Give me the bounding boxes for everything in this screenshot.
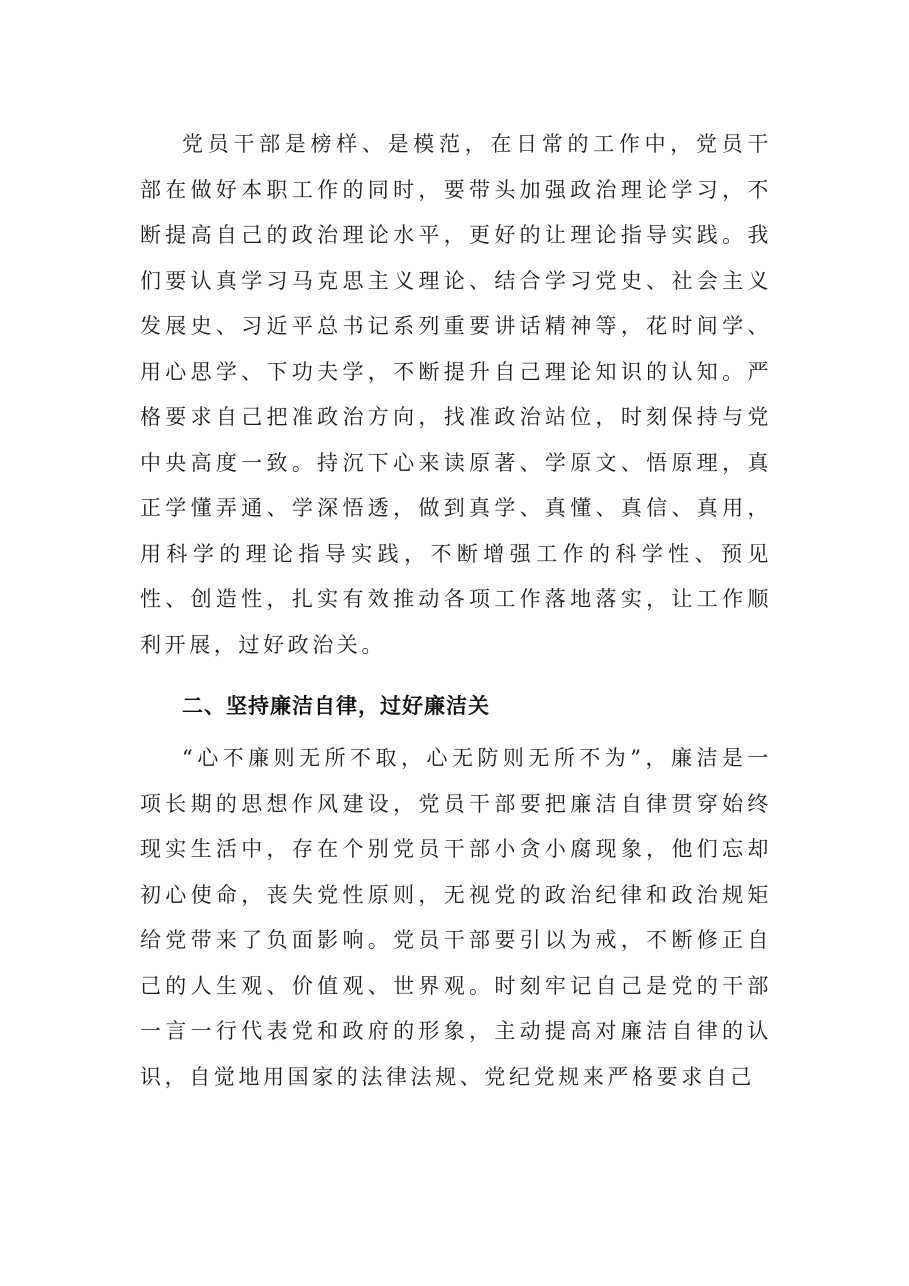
document-body <box>140 122 772 1100</box>
paragraph-integrity: “心不廉则无所不取，心无防则无所不为”，廉洁是一项长期的思想作风建设，党员干部要把廉洁自律贯穿始终现实生活中，存在个别党员干部小贪小腐现象，他们忘却初心使命，丧失党性原则，无视党的政治纪律和政治规矩给党带来了负面影响。党员干部要引以为戒，不断修正自己的人生观、价值观、世界观。时刻牢记自己是党的干部一言一行代表党和政府的形象，主动提高对廉洁自律的认识，自觉地用国家的法律法规、党纪党规来严格要求自己 <box>140 746 772 1089</box>
section-heading-integrity: 二、坚持廉洁自律，过好廉洁关 <box>182 694 490 718</box>
paragraph-political-study: 党员干部是榜样、是模范，在日常的工作中，党员干部在做好本职工作的同时，要带头加强政治理论学习，不断提高自己的政治理论水平，更好的让理论指导实践。我们要认真学习马克思主义理论、结合学习党史、社会主义发展史、习近平总书记系列重要讲话精神等，花时间学、用心思学、下功夫学，不断提升自己理论知识的认知。严格要求自己把准政治方向，找准政治站位，时刻保持与党中央高度一致。持沉下心来读原著、学原文、悟原理，真正学懂弄通、学深悟透，做到真学、真懂、真信、真用，用科学的理论指导实践，不断增强工作的科学性、预见性、创造性，扎实有效推动各项工作落地落实，让工作顺利开展，过好政治关。 <box>140 132 772 657</box>
